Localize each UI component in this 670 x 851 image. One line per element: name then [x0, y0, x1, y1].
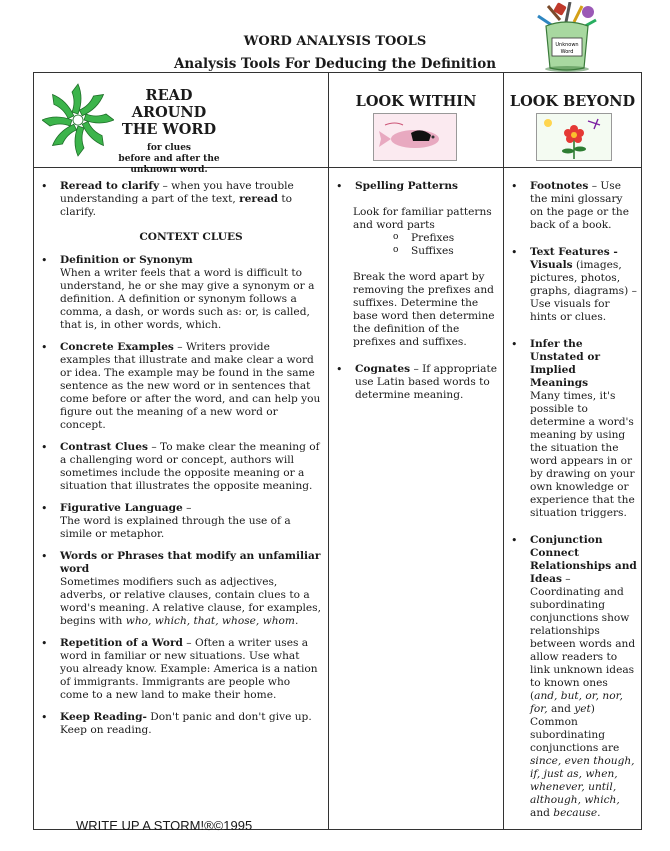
list-item: • Cognates – If appropriate use Latin based words to determine meaning.	[330, 363, 497, 402]
list-item: • Keep Reading- Don't panic and don't give up. Keep on reading.	[35, 711, 322, 737]
list-item: • Figurative Language – The word is explained through the use of a simile or metaphor.	[35, 502, 322, 541]
clipart-label-word2: Word	[560, 49, 574, 55]
look-within-title: LOOK WITHIN	[355, 93, 477, 110]
look-beyond-header	[504, 73, 642, 168]
read-around-body	[34, 168, 329, 830]
list-item: • Conjunction Connect Relationships and Ideas – Coordinating and subordinating conjunctions show relationships between words and allow readers to link unknown ideas to known ones (and, but, or, nor, for, and yet) Common subordinating conjunctions are since, even though, if, just as, when, whenever, until, although, which, and because.	[505, 534, 637, 820]
footer-copyright: WRITE UP A STORM!®©1995	[76, 818, 253, 833]
read-around-title-line1: READ AROUND	[131, 87, 207, 121]
look-beyond-title: LOOK BEYOND	[509, 93, 636, 110]
read-around-sub3: unknown word.	[130, 165, 208, 175]
look-within-body	[329, 168, 504, 830]
list-item: • Infer the Unstated or Implied Meanings Many times, it's possible to determine a word's meaning by using the situation the word appears in or by drawing on your own knowledge or experience that the situation triggers.	[505, 338, 637, 520]
list-item: • Footnotes – Use the mini glossary on the page or the back of a book.	[505, 180, 637, 232]
list-item: • Reread to clarify – when you have trouble understanding a part of the text, reread to clarify. CONTEXT CLUES	[35, 180, 322, 244]
read-around-sub2: before and after the	[118, 154, 220, 164]
read-around-sub1: for clues	[147, 143, 191, 153]
word-toolbox-clipart	[508, 2, 618, 72]
context-clues-heading: CONTEXT CLUES	[139, 231, 243, 243]
list-item: • Contrast Clues – To make clear the meaning of a challenging word or concept, authors will sometimes include the opposite meaning or a situation that illustrates the opposite meaning.	[35, 441, 322, 493]
flower-picture-icon	[536, 113, 612, 161]
list-item: • Spelling Patterns Look for familiar patterns and word parts o Prefixes o Suffixes Break the word apart by removing the prefixes and suffixes. Determine the base word then determine the definition of the prefixes and suffixes.	[330, 180, 497, 349]
clipart-label-word1: Unknown	[555, 42, 579, 48]
list-item: • Text Features - Visuals (images, pictures, photos, graphs, diagrams) – Use visuals for hints or clues.	[505, 246, 637, 324]
list-item: • Words or Phrases that modify an unfamiliar word Sometimes modifiers such as adjectives, adverbs, or relative clauses, contain clues to a word's meaning. A relative clause, for examples, begins with who, which, that, whose, whom.	[35, 550, 322, 628]
page-title: WORD ANALYSIS TOOLS	[243, 34, 427, 49]
read-around-title-line2: THE WORD	[121, 121, 217, 138]
look-within-header	[329, 73, 504, 168]
page-subtitle: Analysis Tools For Deducing the Definition	[173, 56, 497, 72]
analysis-tools-table	[33, 72, 642, 830]
list-item: • Concrete Examples – Writers provide examples that illustrate and make clear a word or idea. The example may be found in the same sentence as the new word or in sentences that come before or after the word, and can help you figure out the meaning of a new word or concept.	[35, 341, 322, 432]
list-item: • Definition or Synonym When a writer feels that a word is difficult to understand, he or she may give a synonym or a definition. A definition or synonym follows a comma, a dash, or words such as: or, is called, that is, in other words, which.	[35, 254, 322, 332]
list-item: • Repetition of a Word – Often a writer uses a word in familiar or new situations. Use what you already know. Example: America is a nation of immigrants. Immigrants are people who come to a new land to make their home.	[35, 637, 322, 702]
look-beyond-body	[504, 168, 642, 830]
green-pinwheel-icon	[42, 79, 114, 161]
sub-list-item-prefixes: o Prefixes	[393, 232, 497, 245]
fish-picture-icon	[373, 113, 457, 161]
sub-list-item-suffixes: o Suffixes	[393, 245, 497, 258]
read-around-header	[34, 73, 329, 175]
